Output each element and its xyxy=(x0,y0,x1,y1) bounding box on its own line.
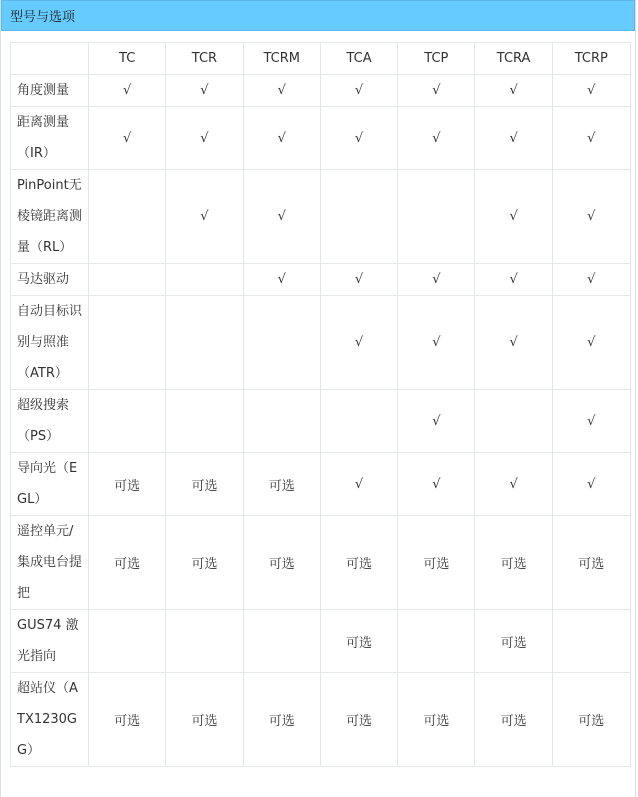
table-cell: 可选 xyxy=(89,453,166,516)
table-cell xyxy=(320,390,397,453)
table-cell: √ xyxy=(475,264,552,296)
table-cell: √ xyxy=(398,75,475,107)
table-cell: √ xyxy=(552,453,630,516)
row-label: 超站仪（ATX1230GG） xyxy=(11,673,89,767)
table-cell xyxy=(398,610,475,673)
column-header-tcra: TCRA xyxy=(475,43,552,75)
table-cell: 可选 xyxy=(320,610,397,673)
table-cell: 可选 xyxy=(552,673,630,767)
table-cell: 可选 xyxy=(89,673,166,767)
table-cell xyxy=(166,390,243,453)
table-cell xyxy=(166,296,243,390)
table-row xyxy=(11,390,631,453)
table-row xyxy=(11,610,631,673)
table-cell: √ xyxy=(320,75,397,107)
table-cell: √ xyxy=(398,264,475,296)
table-cell: √ xyxy=(320,264,397,296)
panel-title: 型号与选项 xyxy=(10,10,76,25)
table-row xyxy=(11,516,631,610)
table-cell: √ xyxy=(89,75,166,107)
column-header-tcr: TCR xyxy=(166,43,243,75)
panel-header xyxy=(1,0,635,31)
table-cell: √ xyxy=(243,107,320,170)
table-cell: √ xyxy=(475,170,552,264)
table-cell: 可选 xyxy=(320,673,397,767)
table-cell: √ xyxy=(475,107,552,170)
table-cell: √ xyxy=(166,107,243,170)
table-cell: 可选 xyxy=(398,673,475,767)
row-label: PinPoint无棱镜距离测量（RL） xyxy=(11,170,89,264)
column-header-tcrm: TCRM xyxy=(243,43,320,75)
table-cell xyxy=(166,610,243,673)
table-cell xyxy=(89,610,166,673)
table-cell: √ xyxy=(243,264,320,296)
table-row xyxy=(11,673,631,767)
table-cell: √ xyxy=(166,75,243,107)
row-label: GUS74 激光指向 xyxy=(11,610,89,673)
table-cell: 可选 xyxy=(320,516,397,610)
row-label: 自动目标识别与照准（ATR） xyxy=(11,296,89,390)
table-cell: 可选 xyxy=(475,610,552,673)
table-cell: √ xyxy=(552,107,630,170)
table-cell: √ xyxy=(398,453,475,516)
row-label: 超级搜索（PS） xyxy=(11,390,89,453)
table-cell: 可选 xyxy=(552,516,630,610)
table-row xyxy=(11,107,631,170)
table-cell: 可选 xyxy=(166,453,243,516)
table-cell xyxy=(243,610,320,673)
table-cell: 可选 xyxy=(89,516,166,610)
row-label: 马达驱动 xyxy=(11,264,89,296)
table-cell: √ xyxy=(475,453,552,516)
model-options-table xyxy=(10,42,631,767)
row-label: 角度测量 xyxy=(11,75,89,107)
table-cell: √ xyxy=(398,296,475,390)
table-cell xyxy=(243,390,320,453)
table-cell: 可选 xyxy=(475,516,552,610)
table-cell: √ xyxy=(89,107,166,170)
table-cell: √ xyxy=(475,75,552,107)
row-label: 导向光（EGL） xyxy=(11,453,89,516)
table-cell: √ xyxy=(243,75,320,107)
table-cell: √ xyxy=(398,390,475,453)
table-cell: √ xyxy=(552,390,630,453)
table-cell xyxy=(475,390,552,453)
table-header-row xyxy=(11,43,631,75)
table-row xyxy=(11,75,631,107)
table-cell: 可选 xyxy=(398,516,475,610)
table-row xyxy=(11,296,631,390)
table-cell: 可选 xyxy=(475,673,552,767)
column-header-tca: TCA xyxy=(320,43,397,75)
column-header-tc: TC xyxy=(89,43,166,75)
table-cell: √ xyxy=(243,170,320,264)
table-cell xyxy=(89,170,166,264)
table-cell xyxy=(552,610,630,673)
table-cell: 可选 xyxy=(243,453,320,516)
table-cell: √ xyxy=(320,453,397,516)
table-cell: √ xyxy=(552,296,630,390)
table-cell xyxy=(243,296,320,390)
table-row xyxy=(11,170,631,264)
table-cell: √ xyxy=(552,264,630,296)
column-header-tcp: TCP xyxy=(398,43,475,75)
table-cell: 可选 xyxy=(243,516,320,610)
table-cell: √ xyxy=(166,170,243,264)
table-cell xyxy=(89,264,166,296)
table-cell: √ xyxy=(398,107,475,170)
table-cell: 可选 xyxy=(166,673,243,767)
table-cell: √ xyxy=(320,107,397,170)
table-cell: √ xyxy=(552,75,630,107)
table-row xyxy=(11,264,631,296)
row-label: 遥控单元/集成电台提把 xyxy=(11,516,89,610)
table-cell xyxy=(320,170,397,264)
table-row xyxy=(11,453,631,516)
table-cell xyxy=(166,264,243,296)
row-label: 距离测量（IR） xyxy=(11,107,89,170)
table-cell xyxy=(89,390,166,453)
table-cell: √ xyxy=(475,296,552,390)
table-cell: 可选 xyxy=(166,516,243,610)
table-cell: 可选 xyxy=(243,673,320,767)
table-cell: √ xyxy=(552,170,630,264)
table-cell: √ xyxy=(320,296,397,390)
table-cell xyxy=(89,296,166,390)
column-header-tcrp: TCRP xyxy=(552,43,630,75)
table-corner-cell xyxy=(11,43,89,75)
table-body xyxy=(11,75,631,767)
table-cell xyxy=(398,170,475,264)
